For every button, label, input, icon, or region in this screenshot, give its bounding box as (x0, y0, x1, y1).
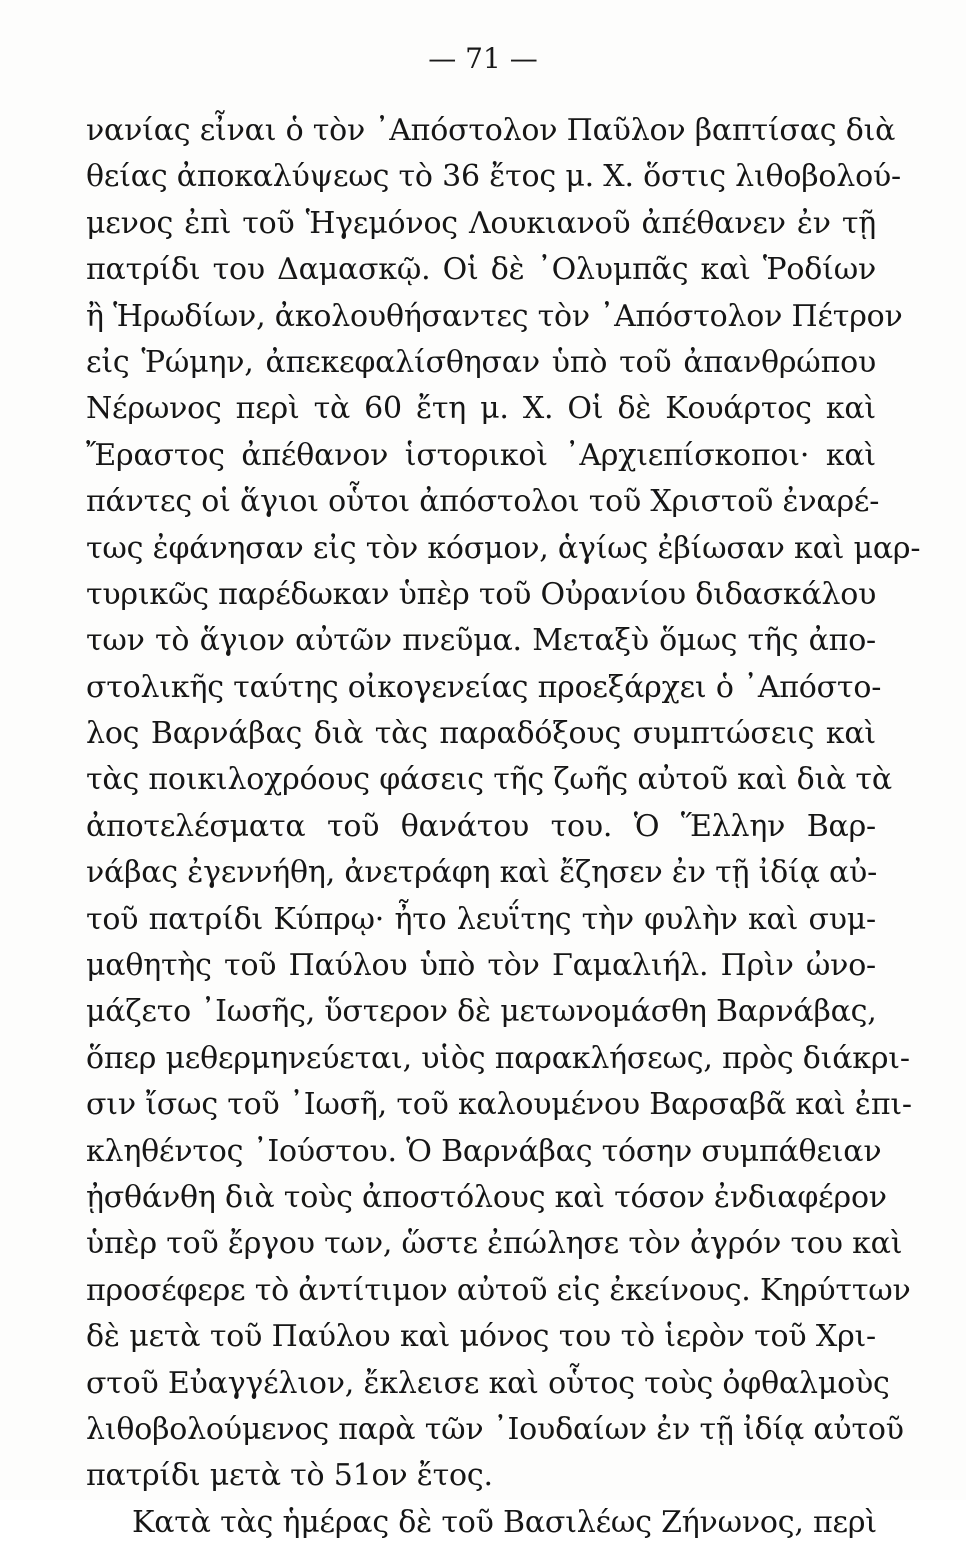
text-line: μάζετο ᾿Ιωσῆς, ὕστερον δὲ μετωνομάσθη Βαρνάβας, (86, 994, 877, 1030)
text-line: τυρικῶς παρέδωκαν ὑπὲρ τοῦ Οὐρανίου διδασκάλου (86, 576, 877, 612)
text-line: νάβας ἐγεννήθη, ἀνετράφη καὶ ἔζησεν ἐν τῇ ἰδίᾳ αὐ- (86, 855, 878, 891)
text-line: μαθητὴς τοῦ Παύλου ὑπὸ τὸν Γαμαλιήλ. Πρὶν ὠνο- (86, 948, 876, 984)
text-line: πατρίδι μετὰ τὸ 51ον ἔτος. (86, 1458, 493, 1494)
text-line: μενος ἐπὶ τοῦ Ἡγεμόνος Λουκιανοῦ ἀπέθανεν ἐν τῇ (86, 205, 876, 241)
text-line: θείας ἀποκαλύψεως τὸ 36 ἔτος μ. Χ. ὅστις λιθοβολού- (86, 159, 901, 195)
text-line: λιθοβολούμενος παρὰ τῶν ᾿Ιουδαίων ἐν τῇ ἰδίᾳ αὐτοῦ (86, 1411, 904, 1447)
text-line: προσέφερε τὸ ἀντίτιμον αὐτοῦ εἰς ἐκείνους. Κηρύττων (86, 1272, 911, 1308)
text-line: των τὸ ἅγιον αὐτῶν πνεῦμα. Μεταξὺ ὅμως τῆς ἀπο- (86, 623, 876, 659)
text-line: σιν ἴσως τοῦ ᾿Ιωσῆ, τοῦ καλουμένου Βαρσαβᾶ καὶ ἐπι- (86, 1087, 912, 1123)
text-line: στοῦ Εὐαγγέλιον, ἔκλεισε καὶ οὗτος τοὺς ὀφθαλμοὺς (86, 1365, 890, 1401)
paragraph (86, 108, 921, 1500)
text-line: εἰς Ῥώμην, ἀπεκεφαλίσθησαν ὑπὸ τοῦ ἀπανθρώπου (86, 344, 876, 380)
page-number: — 71 — (428, 42, 538, 75)
text-line: ἢ Ἡρωδίων, ἀκολουθήσαντες τὸν ᾿Απόστολον Πέτρον (86, 298, 903, 334)
text-line: τοῦ πατρίδι Κύπρῳ· ἦτο λευΐτης τὴν φυλὴν καὶ συμ- (86, 901, 876, 937)
text-line: δὲ μετὰ τοῦ Παύλου καὶ μόνος του τὸ ἱερὸν τοῦ Χρι- (86, 1319, 876, 1355)
text-line: πατρίδι του Δαμασκῷ. Οἱ δὲ ᾿Ολυμπᾶς καὶ Ῥοδίων (86, 252, 876, 288)
text-line: τὰς ποικιλοχρόους φάσεις τῆς ζωῆς αὐτοῦ καὶ διὰ τὰ (86, 762, 892, 798)
body-text (86, 108, 921, 1546)
text-line: κληθέντος ᾿Ιούστου. Ὁ Βαρνάβας τόσην συμπάθειαν (86, 1133, 882, 1169)
text-line: Νέρωνος περὶ τὰ 60 ἔτη μ. Χ. Οἱ δὲ Κουάρτος καὶ (86, 391, 876, 427)
paragraph (86, 1500, 876, 1546)
text-line: Κατὰ τὰς ἡμέρας δὲ τοῦ Βασιλέως Ζήνωνος, περὶ (132, 1504, 877, 1540)
text-line: ἀποτελέσματα τοῦ θανάτου του. Ὁ Ἕλλην Βαρ- (86, 808, 876, 844)
text-line: ᾐσθάνθη διὰ τοὺς ἀποστόλους καὶ τόσον ἐνδιαφέρον (86, 1179, 887, 1215)
text-line: τως ἐφάνησαν εἰς τὸν κόσμον, ἁγίως ἐβίωσαν καὶ μαρ- (86, 530, 921, 566)
text-line: Ἔραστος ἀπέθανον ἱστορικοὶ ᾿Αρχιεπίσκοποι· καὶ (86, 437, 876, 473)
text-line: ὑπὲρ τοῦ ἔργου των, ὥστε ἐπώλησε τὸν ἀγρόν του καὶ (86, 1226, 903, 1262)
text-line: πάντες οἱ ἅγιοι οὗτοι ἀπόστολοι τοῦ Χριστοῦ ἐναρέ- (86, 484, 880, 520)
text-line: νανίας εἶναι ὁ τὸν ᾿Απόστολον Παῦλον βαπτίσας διὰ (86, 113, 896, 148)
text-line: στολικῆς ταύτης οἰκογενείας προεξάρχει ὁ ᾿Απόστο- (86, 669, 882, 705)
text-line: ὅπερ μεθερμηνεύεται, υἱὸς παρακλήσεως, πρὸς διάκρι- (86, 1040, 910, 1076)
text-line: λος Βαρνάβας διὰ τὰς παραδόξους συμπτώσεις καὶ (86, 716, 876, 752)
